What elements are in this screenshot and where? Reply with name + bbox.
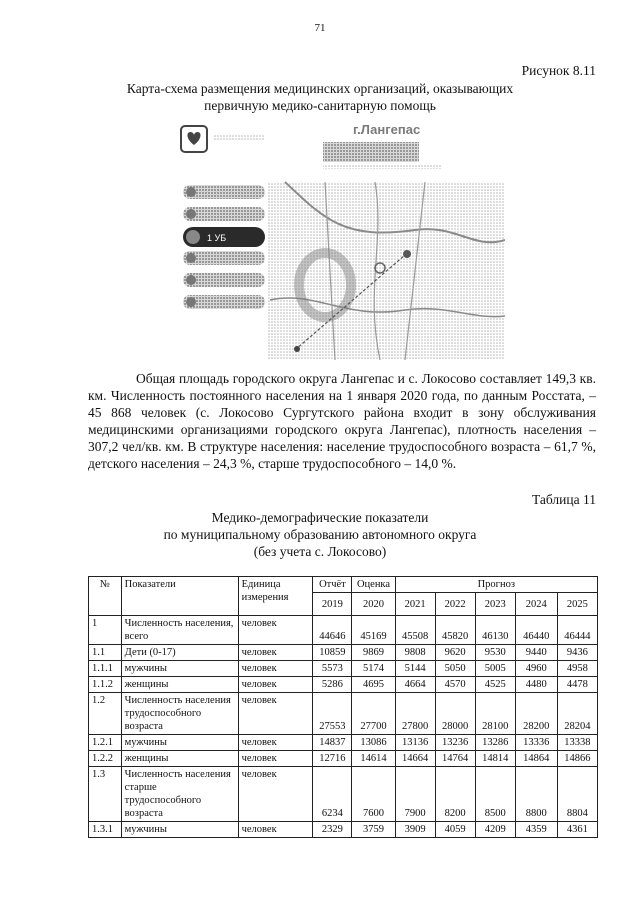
row-indicator-cell: Численность населения, всего	[121, 616, 238, 645]
header-year: 2020	[352, 593, 395, 616]
row-value-cell: 13136	[395, 735, 435, 751]
row-indicator-cell: женщины	[121, 677, 238, 693]
map-marker-icon	[294, 346, 300, 352]
row-value-cell: 13338	[557, 735, 597, 751]
row-value-cell: 14664	[395, 751, 435, 767]
row-value-cell: 5050	[435, 661, 475, 677]
map-marker-icon	[403, 250, 411, 258]
row-value-cell: 13286	[475, 735, 515, 751]
row-value-cell: 4059	[435, 822, 475, 838]
row-unit-cell: человек	[238, 616, 313, 645]
header-unit: Единица измерения	[238, 577, 313, 616]
row-value-cell: 27800	[395, 693, 435, 735]
row-value-cell: 4695	[352, 677, 395, 693]
row-value-cell: 5005	[475, 661, 515, 677]
row-value-cell: 45169	[352, 616, 395, 645]
map-menu-button	[183, 295, 265, 309]
row-value-cell: 9869	[352, 645, 395, 661]
row-value-cell: 13236	[435, 735, 475, 751]
row-unit-cell: человек	[238, 822, 313, 838]
row-value-cell: 4960	[515, 661, 557, 677]
row-value-cell: 7900	[395, 767, 435, 822]
row-value-cell: 4359	[515, 822, 557, 838]
row-indicator-cell: Численность населения старше трудоспособного возраста	[121, 767, 238, 822]
row-value-cell: 5286	[313, 677, 352, 693]
row-value-cell: 4480	[515, 677, 557, 693]
table-row	[89, 677, 598, 693]
demographics-table	[88, 576, 598, 838]
row-value-cell: 8200	[435, 767, 475, 822]
header-num: №	[89, 577, 122, 616]
row-value-cell: 9436	[557, 645, 597, 661]
map-menu-button	[183, 207, 265, 221]
page-number: 71	[314, 22, 326, 34]
row-num-cell: 1.3	[89, 767, 122, 822]
row-indicator-cell: мужчины	[121, 822, 238, 838]
row-value-cell: 8500	[475, 767, 515, 822]
row-value-cell: 3759	[352, 822, 395, 838]
header-estimate: Оценка	[352, 577, 395, 593]
row-value-cell: 28100	[475, 693, 515, 735]
row-num-cell: 1	[89, 616, 122, 645]
row-unit-cell: человек	[238, 751, 313, 767]
figure-title-line-2: первичную медико-санитарную помощь	[204, 98, 436, 113]
table-row	[89, 767, 598, 822]
row-value-cell: 4361	[557, 822, 597, 838]
row-value-cell: 7600	[352, 767, 395, 822]
row-value-cell: 9808	[395, 645, 435, 661]
row-num-cell: 1.1.1	[89, 661, 122, 677]
table-title-line-1: Медико-демографические показатели	[211, 510, 429, 525]
figure-title	[60, 80, 580, 114]
table-row	[89, 751, 598, 767]
table-title-line-2: по муниципальному образованию автономного округа	[163, 527, 477, 542]
header-year: 2019	[313, 593, 352, 616]
row-value-cell: 28204	[557, 693, 597, 735]
row-value-cell: 14866	[557, 751, 597, 767]
row-indicator-cell: мужчины	[121, 735, 238, 751]
row-value-cell: 27553	[313, 693, 352, 735]
row-value-cell: 14864	[515, 751, 557, 767]
row-num-cell: 1.1	[89, 645, 122, 661]
table-label: Таблица 11	[532, 492, 596, 507]
row-value-cell: 13086	[352, 735, 395, 751]
map-badge-label: 1 УБ	[207, 233, 227, 243]
header-year: 2021	[395, 593, 435, 616]
row-value-cell: 44646	[313, 616, 352, 645]
table-title	[60, 509, 580, 560]
row-value-cell: 4570	[435, 677, 475, 693]
map-menu-button	[183, 185, 265, 199]
row-value-cell: 4664	[395, 677, 435, 693]
row-unit-cell: человек	[238, 767, 313, 822]
row-value-cell: 9440	[515, 645, 557, 661]
row-value-cell: 9620	[435, 645, 475, 661]
row-num-cell: 1.1.2	[89, 677, 122, 693]
row-value-cell: 2329	[313, 822, 352, 838]
row-value-cell: 45820	[435, 616, 475, 645]
header-year: 2022	[435, 593, 475, 616]
row-value-cell: 10859	[313, 645, 352, 661]
row-value-cell: 14614	[352, 751, 395, 767]
header-year: 2025	[557, 593, 597, 616]
row-num-cell: 1.3.1	[89, 822, 122, 838]
table-row	[89, 645, 598, 661]
map-scheme	[175, 120, 505, 360]
row-value-cell: 14764	[435, 751, 475, 767]
header-indicator: Показатели	[121, 577, 238, 616]
map-menu-button-selected	[183, 227, 265, 247]
row-value-cell: 4209	[475, 822, 515, 838]
row-value-cell: 14814	[475, 751, 515, 767]
row-value-cell: 12716	[313, 751, 352, 767]
map-header-banner	[323, 142, 419, 162]
row-num-cell: 1.2.2	[89, 751, 122, 767]
header-forecast: Прогноз	[395, 577, 597, 593]
map-menu-button	[183, 251, 265, 265]
row-value-cell: 5573	[313, 661, 352, 677]
row-value-cell: 9530	[475, 645, 515, 661]
map-city-label: г.Лангепас	[353, 122, 421, 137]
row-value-cell: 13336	[515, 735, 557, 751]
row-value-cell: 28200	[515, 693, 557, 735]
table-title-line-3: (без учета с. Локосово)	[253, 544, 387, 559]
row-num-cell: 1.2	[89, 693, 122, 735]
header-year: 2024	[515, 593, 557, 616]
row-value-cell: 5144	[395, 661, 435, 677]
row-value-cell: 28000	[435, 693, 475, 735]
row-unit-cell: человек	[238, 645, 313, 661]
row-value-cell: 3909	[395, 822, 435, 838]
row-indicator-cell: Численность населения трудоспособного возраста	[121, 693, 238, 735]
map-menu-button	[183, 273, 265, 287]
table-row	[89, 735, 598, 751]
table-header-row	[89, 577, 598, 593]
row-unit-cell: человек	[238, 677, 313, 693]
row-value-cell: 5174	[352, 661, 395, 677]
header-report: Отчёт	[313, 577, 352, 593]
row-value-cell: 14837	[313, 735, 352, 751]
table-row	[89, 693, 598, 735]
row-indicator-cell: женщины	[121, 751, 238, 767]
table-row	[89, 822, 598, 838]
description-paragraph	[88, 370, 596, 472]
row-value-cell: 6234	[313, 767, 352, 822]
row-value-cell: 46130	[475, 616, 515, 645]
row-value-cell: 45508	[395, 616, 435, 645]
row-indicator-cell: мужчины	[121, 661, 238, 677]
map-logo	[181, 126, 265, 152]
row-value-cell: 8804	[557, 767, 597, 822]
row-value-cell: 46444	[557, 616, 597, 645]
header-year: 2023	[475, 593, 515, 616]
table-row	[89, 661, 598, 677]
row-value-cell: 4525	[475, 677, 515, 693]
row-unit-cell: человек	[238, 661, 313, 677]
row-value-cell: 4478	[557, 677, 597, 693]
row-value-cell: 8800	[515, 767, 557, 822]
row-value-cell: 27700	[352, 693, 395, 735]
paragraph-text: Общая площадь городского округа Лангепас и с. Локосово составляет 149,3 кв. км. Численность постоянного населения на 1 января 2020 года, по данным Росстата, – 45 868 человек (с. Локосово Сургутского района входит в зону обслуживания медицинскими организациями городского округа Лангепас), плотность населения – 307,2 чел/кв. км. В структуре населения: население трудоспособного возраста – 61,7 %, детского населения – 24,3 %, старше трудоспособного – 14,0 %.	[88, 371, 596, 471]
row-unit-cell: человек	[238, 735, 313, 751]
row-indicator-cell: Дети (0-17)	[121, 645, 238, 661]
figure-title-line-1: Карта-схема размещения медицинских организаций, оказывающих	[126, 81, 514, 96]
row-unit-cell: человек	[238, 693, 313, 735]
figure-label: Рисунок 8.11	[521, 63, 596, 78]
table-row	[89, 616, 598, 645]
row-value-cell: 4958	[557, 661, 597, 677]
row-num-cell: 1.2.1	[89, 735, 122, 751]
row-value-cell: 46440	[515, 616, 557, 645]
